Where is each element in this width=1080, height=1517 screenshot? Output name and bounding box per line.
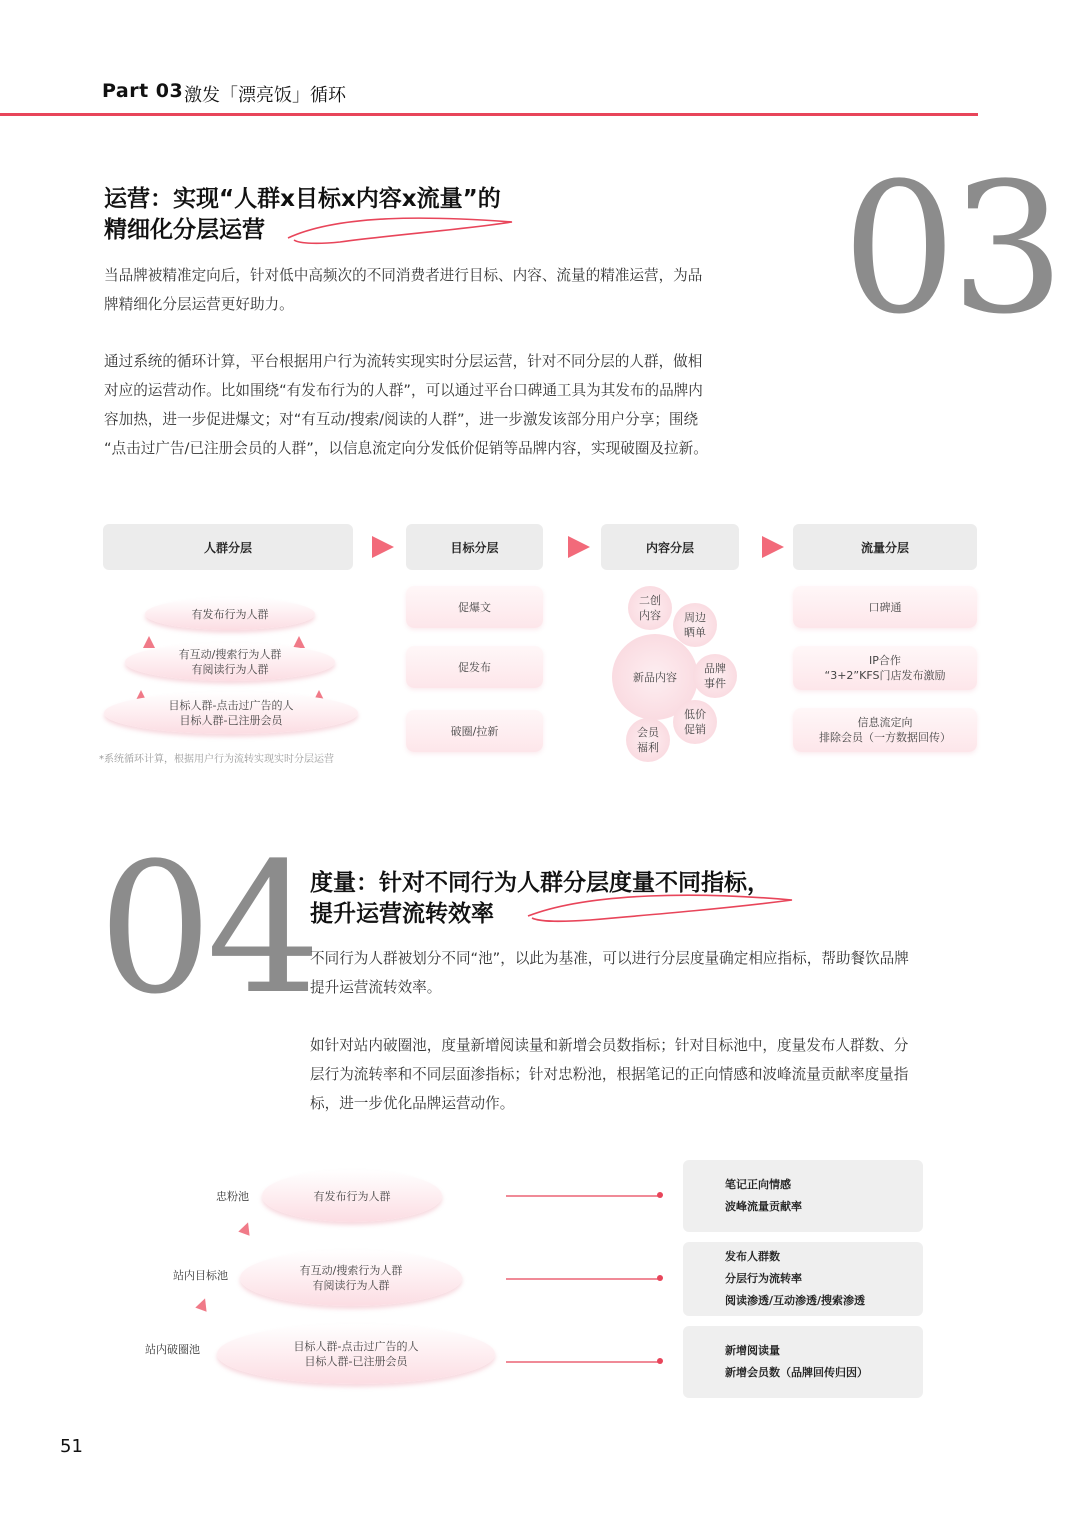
goal-item: 促发布	[406, 646, 543, 688]
col-head-goal: 目标分层	[406, 524, 543, 570]
section03-para1	[104, 261, 702, 319]
bubble-label: 会员	[637, 726, 659, 739]
flow-arrow-icon	[762, 536, 784, 558]
chapter-title: 激发「漂亮饭」循环	[184, 85, 346, 106]
traffic-label: 排除会员（一方数据回传）	[819, 731, 951, 744]
pool-label-breakout: 站内破圈池	[145, 1343, 200, 1356]
connector-line	[506, 1195, 658, 1197]
content-bubble	[628, 586, 672, 630]
connector-dot	[657, 1358, 663, 1364]
page-number: 51	[60, 1436, 83, 1457]
bubble-label: 周边	[684, 611, 706, 624]
flow-arrow-icon	[568, 536, 590, 558]
traffic-label: 信息流定向	[857, 716, 913, 729]
header-divider	[0, 113, 978, 116]
section04-title-line1: 度量：针对不同行为人群分层度量不同指标，	[310, 870, 770, 896]
traffic-item	[793, 646, 977, 690]
diagram-footnote: *系统循环计算，根据用户行为流转实现实时分层运营	[99, 754, 334, 765]
pool-mid-label: 有互动/搜索行为人群	[299, 1264, 403, 1277]
part-label: Part 03	[102, 80, 184, 102]
section03-para2	[104, 347, 708, 463]
text-line: 不同行为人群被划分不同“池”，以此为基准，可以进行分层度量确定相应指标，帮助餐饮品牌	[310, 950, 909, 967]
bubble-label: 晒单	[684, 626, 706, 639]
pool-layer-bottom	[217, 1324, 495, 1384]
text-line: 牌精细化分层运营更好助力。	[104, 296, 294, 313]
arrow-up-icon	[195, 1296, 210, 1311]
crowd-layer-mid	[125, 643, 335, 681]
pool-label-loyal: 忠粉池	[216, 1190, 249, 1203]
connector-line	[506, 1278, 658, 1280]
pool-bottom-label: 目标人群-已注册会员	[304, 1355, 408, 1368]
metric-label: 笔记正向情感	[725, 1178, 791, 1191]
content-bubble	[673, 700, 717, 744]
pool-mid-label: 有阅读行为人群	[312, 1279, 390, 1292]
pool-label-target: 站内目标池	[173, 1269, 228, 1282]
text-line: 标，进一步优化品牌运营动作。	[310, 1095, 515, 1112]
crowd-layer-bottom	[104, 692, 358, 734]
metric-label: 分层行为流转率	[725, 1272, 802, 1285]
col-head-traffic: 流量分层	[793, 524, 977, 570]
content-bubble	[693, 654, 737, 698]
pool-layer-top: 有发布行为人群	[262, 1170, 442, 1222]
crowd-layer-top: 有发布行为人群	[145, 598, 315, 630]
col-head-crowd: 人群分层	[103, 524, 353, 570]
metric-label: 阅读渗透/互动渗透/搜索渗透	[725, 1294, 866, 1307]
arrow-up-icon	[238, 1220, 253, 1235]
metric-label: 波峰流量贡献率	[725, 1200, 802, 1213]
section03-title-line2: 精细化分层运营	[104, 217, 265, 243]
text-line: 容加热，进一步促进爆文；对“有互动/搜索/阅读的人群”，进一步激发该部分用户分享；围绕	[104, 411, 699, 428]
bubble-label: 二创	[639, 594, 661, 607]
text-line: 当品牌被精准定向后，针对低中高频次的不同消费者进行目标、内容、流量的精准运营，为品	[104, 267, 703, 284]
bubble-label: 低价	[684, 708, 706, 721]
connector-dot	[657, 1192, 663, 1198]
section03-title-line1: 运营：实现“人群x目标x内容x流量”的	[104, 186, 501, 212]
crowd-bottom-label: 目标人群-已注册会员	[179, 714, 283, 727]
traffic-label: “3+2”KFS门店发布激励	[824, 669, 946, 682]
pool-bottom-label: 目标人群-点击过广告的人	[293, 1340, 419, 1353]
section04-para2	[310, 1031, 908, 1118]
text-line: 如针对站内破圈池，度量新增阅读量和新增会员数指标；针对目标池中，度量发布人群数、分	[310, 1037, 909, 1054]
metric-box-breakout	[683, 1326, 923, 1398]
crowd-mid-label: 有互动/搜索行为人群	[178, 648, 282, 661]
text-line: “点击过广告/已注册会员的人群”，以信息流定向分发低价促销等品牌内容，实现破圈及拉新。	[104, 440, 708, 457]
bubble-label: 内容	[639, 609, 661, 622]
traffic-item: 口碑通	[793, 586, 977, 628]
col-head-content: 内容分层	[601, 524, 739, 570]
section-number-03: 03	[842, 145, 1060, 354]
pool-layer-mid	[240, 1250, 462, 1306]
crowd-bottom-label: 目标人群-点击过广告的人	[168, 699, 294, 712]
section04-title-line2: 提升运营流转效率	[310, 901, 494, 927]
text-line: 层行为流转率和不同层面渗指标；针对忠粉池，根据笔记的正向情感和波峰流量贡献率度量指	[310, 1066, 909, 1083]
text-line: 通过系统的循环计算，平台根据用户行为流转实现实时分层运营，针对不同分层的人群，做相	[104, 353, 703, 370]
bubble-label: 事件	[704, 677, 726, 690]
goal-item: 促爆文	[406, 586, 543, 628]
metric-label: 新增会员数（品牌回传归因）	[725, 1366, 868, 1379]
content-bubble	[626, 718, 670, 762]
content-bubble	[673, 603, 717, 647]
content-center: 新品内容	[612, 634, 698, 720]
goal-item: 破圈/拉新	[406, 710, 543, 752]
flow-arrow-icon	[372, 536, 394, 558]
connector-line	[506, 1361, 658, 1363]
connector-dot	[657, 1275, 663, 1281]
traffic-label: IP合作	[869, 654, 901, 667]
crowd-mid-label: 有阅读行为人群	[191, 663, 269, 676]
metric-label: 新增阅读量	[725, 1344, 780, 1357]
metric-box-loyal	[683, 1160, 923, 1232]
section-number-04: 04	[98, 825, 316, 1034]
traffic-item	[793, 708, 977, 752]
metric-label: 发布人群数	[725, 1250, 780, 1263]
bubble-label: 品牌	[704, 662, 726, 675]
text-line: 提升运营流转效率。	[310, 979, 442, 996]
bubble-label: 促销	[684, 723, 706, 736]
text-line: 对应的运营动作。比如围绕“有发布行为的人群”，可以通过平台口碑通工具为其发布的品牌内	[104, 382, 703, 399]
bubble-label: 福利	[637, 741, 659, 754]
metric-box-target	[683, 1242, 923, 1316]
section04-para1	[310, 944, 909, 1002]
arrow-up-icon	[143, 636, 155, 648]
